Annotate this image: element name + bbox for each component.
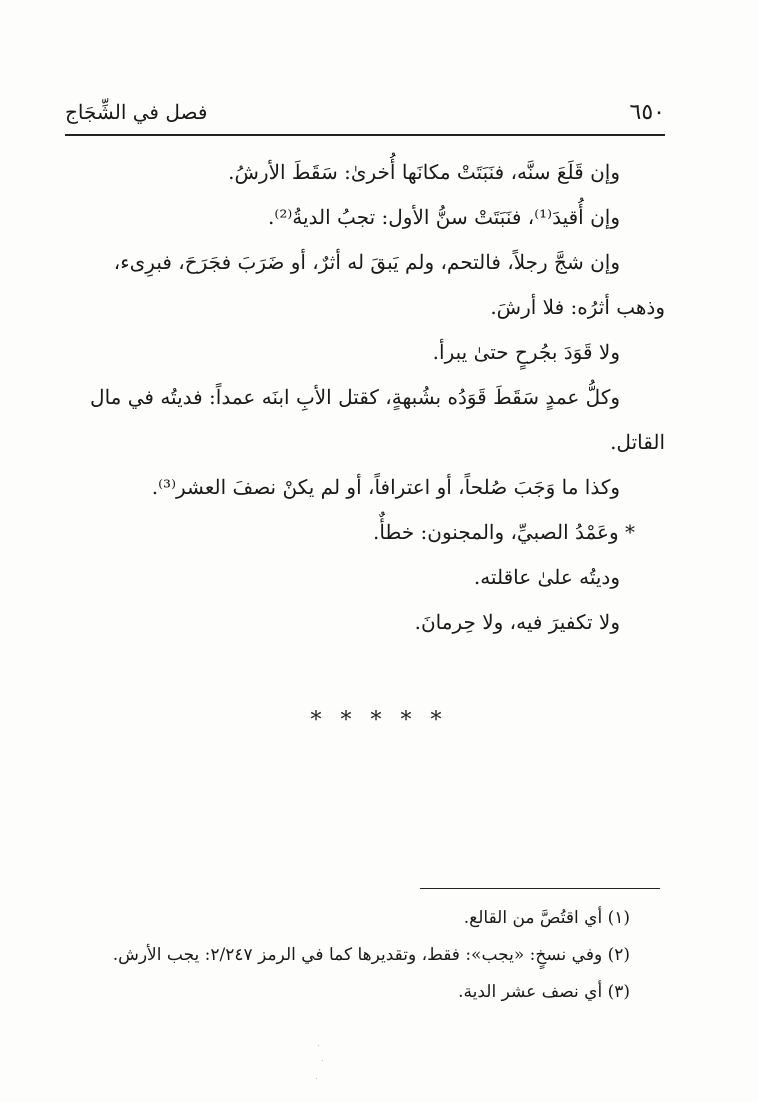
text-line: وذهب أثرُه: فلا أرشَ.: [490, 295, 665, 319]
text-line: وكلُّ عمدٍ سَقَطَ قَوَدُه بشُبهةٍ، كقتل الأبِ ابنَه عمداً: فديتُه في مال: [90, 385, 620, 409]
footnote-divider: [420, 888, 660, 889]
running-header: [65, 98, 665, 136]
text-line: وكذا ما وَجَبَ صُلحاً، أو اعترافاً، أو لم يكنْ نصفَ العشر⁽³⁾.: [151, 475, 620, 499]
chapter-title: فصل في الشِّجَاج: [65, 100, 208, 124]
text-line: وإن شجَّ رجلاً، فالتحم، ولم يَبقَ له أثرٌ، أو ضَرَبَ فجَرَحَ، فبرِىء،: [113, 250, 620, 274]
section-ornament: * * * * *: [310, 708, 448, 733]
page-number: ٦٥٠: [629, 100, 665, 125]
text-line: وإن أُقيدَ⁽¹⁾، فنَبَتَتْ سنُّ الأول: تجبُ الديةُ⁽²⁾.: [268, 205, 620, 229]
scan-speck: [322, 1060, 323, 1061]
footnotes: [65, 900, 645, 1011]
text-line: وإن قَلَعَ سنَّه، فنَبَتَتْ مكانَها أُخرىٰ: سَقَطَ الأرشُ.: [228, 160, 620, 184]
scan-speck: [318, 1045, 319, 1046]
footnote: (١) أي اقتُصَّ من القالع.: [463, 908, 630, 928]
footnote: (٢) وفي نسخٍ: «يجب»: فقط، وتقديرها كما في الرمز ٢/٢٤٧: يجب الأرش.: [112, 945, 630, 965]
scan-speck: [316, 1078, 317, 1079]
text-line: القاتل.: [610, 430, 665, 454]
text-line: وديتُه علىٰ عاقلته.: [473, 565, 620, 589]
text-line: * وعَمْدُ الصبيِّ، والمجنون: خطأٌ.: [372, 520, 635, 544]
main-text: [65, 150, 665, 645]
text-line: ولا قَوَدَ بجُرحٍ حتىٰ يبرأ.: [432, 340, 620, 364]
text-line: ولا تكفيرَ فيه، ولا حِرمانَ.: [414, 610, 620, 634]
footnote: (٣) أي نصف عشر الدية.: [458, 982, 630, 1002]
